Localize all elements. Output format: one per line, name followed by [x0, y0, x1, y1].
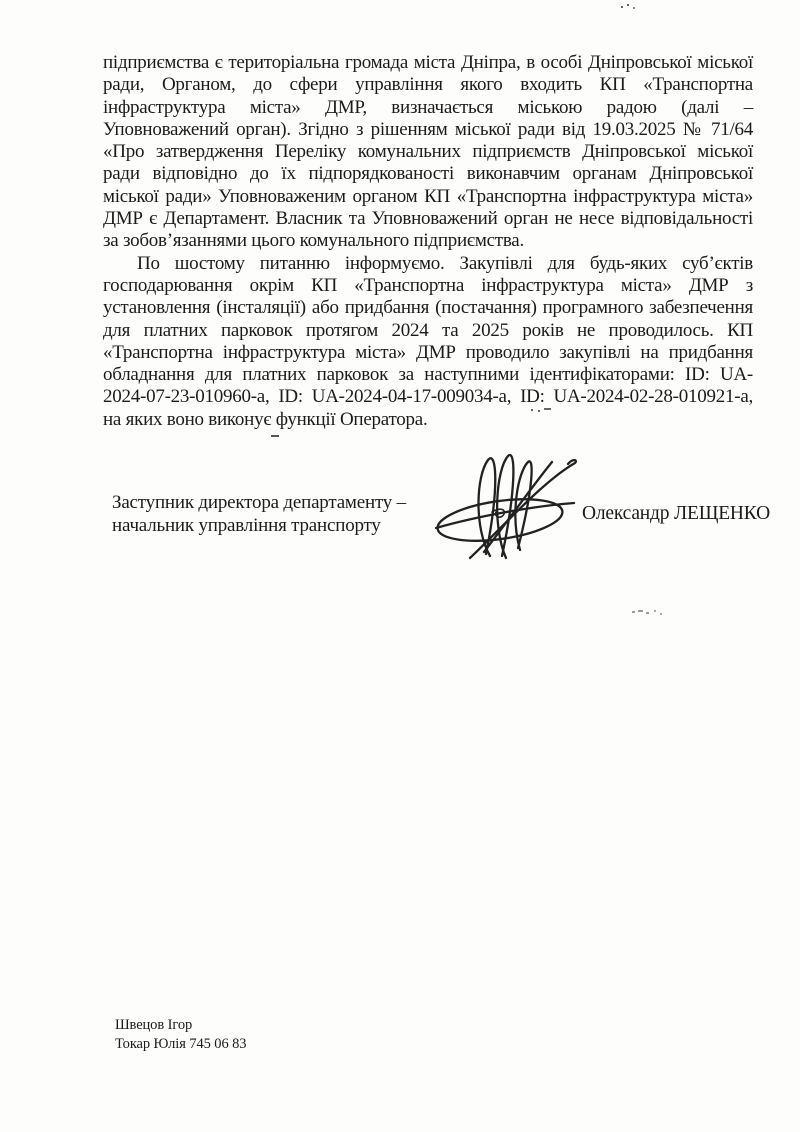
body-text-line: підприємства є територіальна громада міста Дніпра, в особі Дніпровської міської [103, 52, 753, 73]
footer-contact-line: Швецов Ігор [115, 1017, 193, 1033]
body-text-line: По шостому питанню інформуємо. Закупівлі для будь-яких суб’єктів [137, 252, 753, 274]
body-text-line: господарювання окрім КП «Транспортна інфраструктура міста» ДМР з [103, 274, 753, 296]
footer-contact-line: Токар Юлія 745 06 83 [115, 1035, 247, 1052]
scan-artifact [654, 610, 656, 612]
body-text-line: обладнання для платних парковок за наступними ідентифікаторами: ID: UA- [103, 364, 753, 386]
scan-artifact [544, 408, 551, 410]
body-text-line: «Про затвердження Переліку комунальних підприємств Дніпровської міської [103, 141, 753, 163]
body-text-line: за зобов’язаннями цього комунального підприємства. [103, 230, 524, 252]
body-text-line: ради, Органом, до сфери управління якого входить КП «Транспортна [103, 74, 753, 96]
body-text-line: ДМР є Департамент. Власник та Уповноважений орган не несе відповідальності [103, 208, 753, 230]
body-text-line: інфраструктура міста» ДМР, визначається міською радою (далі – [103, 96, 753, 118]
body-text-line: установлення (інсталяції) або придбання (постачання) програмного забезпечення [103, 297, 753, 319]
scan-artifact [621, 6, 623, 8]
body-text-line: міської ради» Уповноваженим органом КП «Транспортна інфраструктура міста» [103, 185, 753, 207]
signee-name: Олександр ЛЕЩЕНКО [582, 503, 770, 524]
scan-artifact [627, 4, 629, 6]
body-text-line: на яких воно виконує функції Оператора. [103, 408, 428, 430]
scan-artifact [638, 610, 643, 612]
scan-artifact [271, 435, 279, 437]
body-text [103, 52, 753, 431]
body-text-line: 2024-07-23-010960-а, ID: UA-2024-04-17-009034-а, ID: UA-2024-02-28-010921-а, [103, 386, 753, 408]
body-text-line: Уповноважений орган). Згідно з рішенням міської ради від 19.03.2025 № 71/64 [103, 118, 753, 140]
signature-position-title [112, 491, 472, 537]
handwritten-signature [430, 450, 580, 565]
scan-artifact [531, 409, 533, 411]
body-text-line: для платних парковок протягом 2024 та 2025 років не проводилось. КП [103, 319, 753, 341]
scan-artifact [632, 611, 635, 613]
scan-artifact [660, 613, 662, 615]
scan-artifact [538, 410, 540, 412]
signature-position-line: Заступник директора департаменту – [112, 492, 406, 513]
body-text-line: ради відповідно до їх підпорядкованості виконавчим органам Дніпровської [103, 163, 753, 185]
body-text-line: «Транспортна інфраструктура міста» ДМР проводило закупівлі на придбання [103, 341, 753, 363]
footer-contacts [115, 1016, 246, 1053]
scan-artifact [633, 7, 635, 9]
signature-position-line: начальник управління транспорту [112, 515, 381, 536]
scan-artifact [646, 612, 649, 614]
